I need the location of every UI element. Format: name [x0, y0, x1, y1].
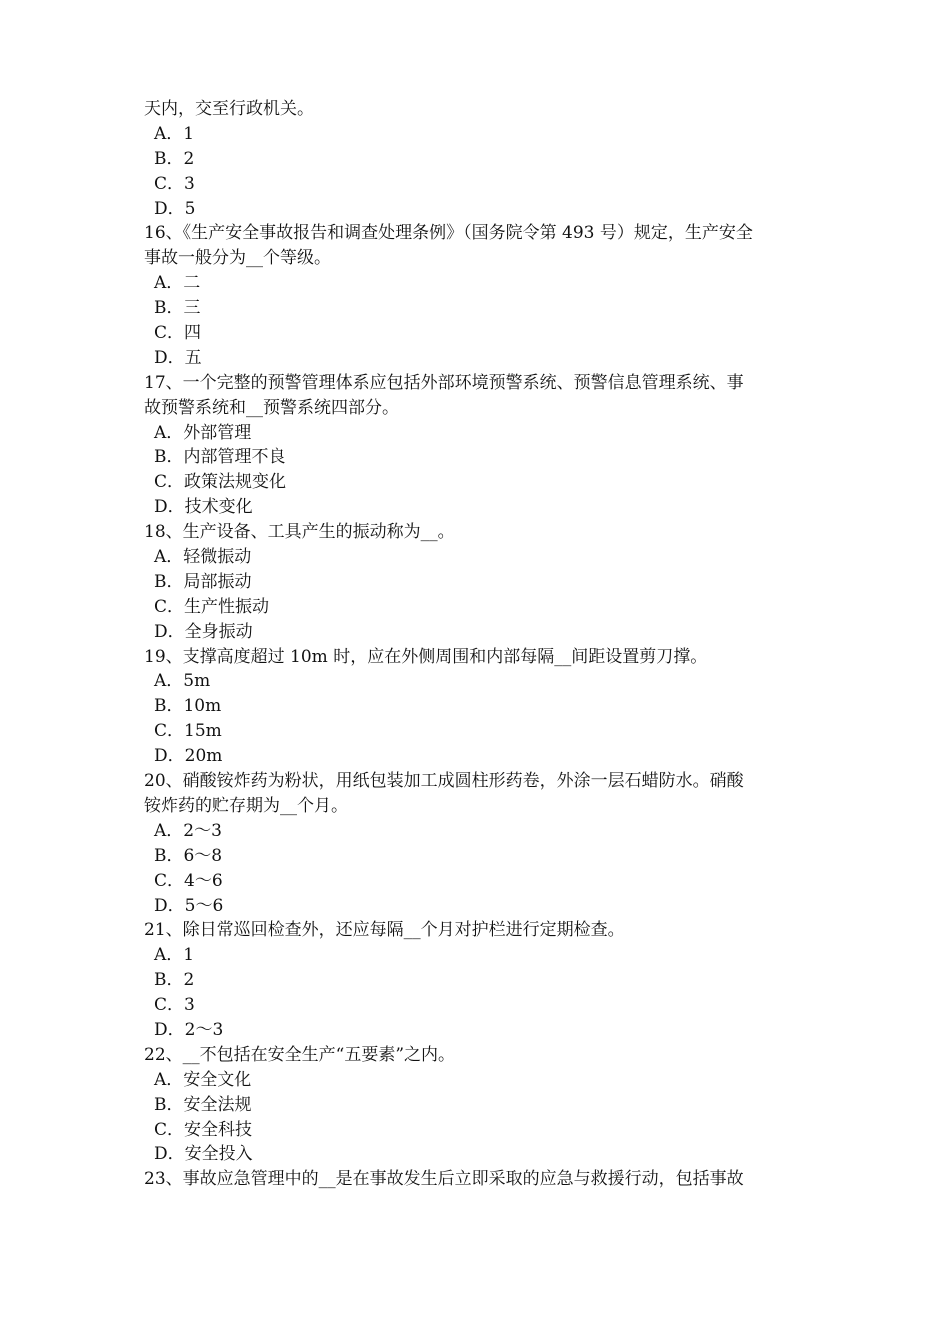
answer-option: A．1	[154, 123, 195, 144]
question-text: 17、一个完整的预警管理体系应包括外部环境预警系统、预警信息管理系统、事	[144, 372, 744, 393]
answer-option: B．2	[154, 970, 195, 991]
answer-option: B．局部振动	[154, 571, 252, 592]
answer-option: C．安全科技	[154, 1119, 253, 1140]
text-line: 天内，交至行政机关。	[144, 99, 314, 119]
document-body	[144, 97, 824, 1192]
answer-option: B．内部管理不良	[154, 447, 286, 468]
answer-option: B．2	[154, 148, 195, 169]
answer-option: A．外部管理	[154, 422, 252, 443]
answer-option: D．20m	[154, 746, 223, 767]
answer-option: D．技术变化	[154, 497, 253, 518]
answer-option: B．6～8	[154, 845, 223, 866]
question-text: 22、__不包括在安全生产“五要素”之内。	[144, 1044, 456, 1065]
answer-option: A．2～3	[154, 820, 222, 841]
answer-option: D．2～3	[154, 1019, 224, 1040]
text-line: 铵炸药的贮存期为__个月。	[144, 795, 348, 816]
question-text: 19、支撑高度超过 10m 时，应在外侧周围和内部每隔__间距设置剪刀撑。	[144, 646, 708, 667]
answer-option: D．全身振动	[154, 621, 253, 642]
answer-option: C．15m	[154, 721, 222, 742]
answer-option: A．5m	[154, 671, 211, 692]
answer-option: A．二	[154, 273, 201, 294]
answer-option: C．四	[154, 323, 202, 344]
answer-option: D．5	[154, 198, 196, 219]
text-line: 故预警系统和__预警系统四部分。	[144, 397, 399, 418]
answer-option: D．五	[154, 347, 202, 368]
question-text: 20、硝酸铵炸药为粉状，用纸包装加工成圆柱形药卷，外涂一层石蜡防水。硝酸	[144, 771, 744, 792]
answer-option: A．安全文化	[154, 1069, 252, 1090]
question-text: 21、除日常巡回检查外，还应每隔__个月对护栏进行定期检查。	[144, 920, 625, 941]
answer-option: C．4～6	[154, 870, 223, 891]
answer-option: A．轻微振动	[154, 547, 252, 568]
answer-option: D．安全投入	[154, 1144, 253, 1165]
answer-option: C．3	[154, 173, 195, 194]
answer-option: D．5～6	[154, 895, 224, 916]
answer-option: B．三	[154, 298, 201, 319]
question-text: 16、《生产安全事故报告和调查处理条例》（国务院令第 493 号）规定，生产安全	[144, 223, 753, 244]
answer-option: C．3	[154, 995, 195, 1016]
answer-option: A．1	[154, 945, 195, 966]
answer-option: B．10m	[154, 696, 222, 717]
answer-option: B．安全法规	[154, 1094, 252, 1115]
question-text: 23、事故应急管理中的__是在事故发生后立即采取的应急与救援行动，包括事故	[144, 1169, 744, 1190]
text-line: 事故一般分为__个等级。	[144, 248, 331, 269]
question-text: 18、生产设备、工具产生的振动称为__。	[144, 522, 455, 543]
answer-option: C．生产性振动	[154, 596, 270, 617]
answer-option: C．政策法规变化	[154, 472, 287, 493]
